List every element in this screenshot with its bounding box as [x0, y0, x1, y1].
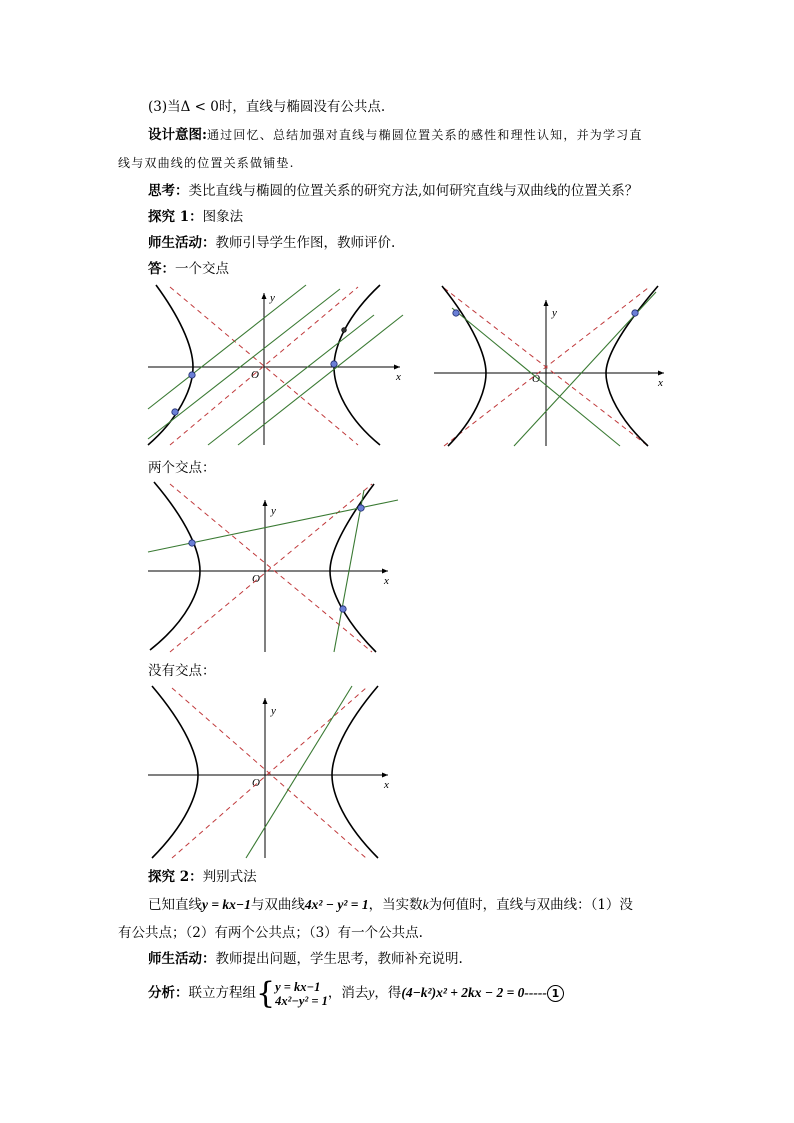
problem-line-1: 已知直线y = kx−1与双曲线4x² − y² = 1，当实数k为何值时，直线与双曲线：（1）没	[148, 897, 633, 913]
analysis-line: 分析：联立方程组{y = kx−1 4x²−y² = 1，消去y，得(4−k²)x² + 2kx − 2 = 0----- 1	[148, 978, 564, 1009]
design-intent-line-1: 设计意图:通过回忆、总结加强对直线与椭圆位置关系的感性和理性认知，并为学习直	[148, 127, 643, 143]
explore-1-heading: 探究 1：图象法	[148, 209, 244, 225]
no-points-heading: 没有交点：	[148, 663, 216, 679]
answer-one-point: 答：一个交点	[148, 261, 229, 277]
svg-text:y: y	[271, 505, 276, 517]
svg-text:y: y	[552, 307, 557, 319]
svg-text:O: O	[252, 777, 260, 789]
design-intent-label: 设计意图:	[148, 127, 207, 143]
explore-2-heading: 探究 2：判别式法	[148, 869, 257, 885]
equation-number-1: 1	[547, 985, 564, 1002]
two-points-heading: 两个交点：	[148, 460, 216, 476]
design-intent-line-2: 线与双曲线的位置关系做铺垫.	[118, 156, 295, 170]
svg-text:x: x	[384, 575, 389, 587]
teacher-activity-2: 师生活动：教师提出问题，学生思考，教师补充说明.	[148, 951, 463, 967]
equation-system: y = kx−1 4x²−y² = 1	[275, 979, 328, 1008]
teacher-activity-1: 师生活动：教师引导学生作图，教师评价.	[148, 235, 396, 251]
problem-line-2: 有公共点；（2）有两个公共点；（3）有一个公共点.	[118, 925, 423, 941]
figure-no-points	[148, 686, 402, 860]
figure-one-point-parallel	[148, 285, 408, 447]
svg-text:x: x	[384, 779, 389, 791]
svg-text:O: O	[532, 373, 540, 385]
figure-one-point-asym-parallel	[434, 286, 668, 448]
svg-text:O: O	[252, 573, 260, 585]
think-question: 思考：类比直线与椭圆的位置关系的研究方法,如何研究直线与双曲线的位置关系？	[148, 183, 639, 199]
x-axis-label: x	[396, 371, 401, 383]
figure-two-points	[148, 482, 402, 654]
y-axis-label: y	[270, 292, 275, 304]
paragraph-delta-negative: (3)当Δ < 0时，直线与椭圆没有公共点.	[148, 99, 386, 115]
svg-text:y: y	[271, 705, 276, 717]
origin-label: O	[251, 369, 259, 381]
svg-text:x: x	[658, 377, 663, 389]
